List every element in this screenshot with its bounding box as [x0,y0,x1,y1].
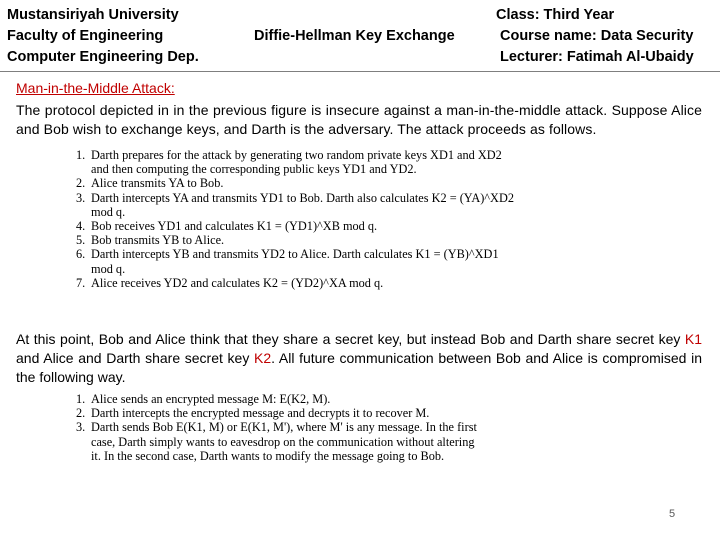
list-item [76,176,516,190]
section-title: Man-in-the-Middle Attack: [16,80,175,96]
list-item [76,233,516,247]
compromise-steps-list [76,392,486,463]
step-number: 3. [76,420,86,435]
slide-header [0,0,720,72]
step-text: Alice transmits YA to Bob. [91,176,224,191]
institution-block [7,5,199,68]
list-item [76,392,486,406]
paragraph-text: . All future communication between Bob and Alice is compromised in the following way. [16,350,702,385]
lecture-topic: Diffie-Hellman Key Exchange [254,28,455,44]
course-block [496,5,694,68]
step-number: 5. [76,233,86,248]
key-k1: K1 [684,331,702,347]
department-name: Computer Engineering Dep. [7,49,199,65]
list-item [76,420,486,463]
step-text: Bob receives YD1 and calculates K1 = (YD1)^XB mod q. [91,219,378,234]
step-number: 6. [76,247,86,262]
step-number: 1. [76,148,86,162]
step-number: 7. [76,275,86,290]
step-text: Alice receives YD2 and calculates K2 = (YD2)^XA mod q. [91,275,384,290]
step-text: Bob transmits YB to Alice. [91,233,225,248]
compromise-paragraph [16,330,702,387]
step-text: Darth sends Bob E(K1, M) or E(K1, M'), where M' is any message. In the first case, Darth simply wants to eavesdrop on the communication without altering it. In the second case, Darth wants to modify the message going to Bob. [91,420,477,463]
paragraph-text: At this point, Bob and Alice think that they share a secret key, but instead Bob and Darth share secret key [16,331,685,347]
step-number: 2. [76,176,86,191]
step-number: 4. [76,219,86,234]
attack-steps-list [76,148,516,290]
faculty-name: Faculty of Engineering [7,28,164,44]
step-text: Alice sends an encrypted message M: E(K2, M). [91,392,331,406]
list-item [76,406,486,420]
step-number: 3. [76,190,86,205]
intro-paragraph: The protocol depicted in in the previous figure is insecure against a man-in-the-middle attack. Suppose Alice and Bob wish to exchange keys, and Darth is the adversary. The attack proceeds as follows. [16,102,702,137]
step-text: Darth intercepts the encrypted message and decrypts it to recover M. [91,406,430,421]
list-item [76,219,516,233]
step-text: Darth intercepts YB and transmits YD2 to Alice. Darth calculates K1 = (YB)^XD1 mod q. [91,247,499,276]
key-k2: K2 [253,350,272,366]
step-number: 2. [76,406,86,421]
list-item [76,191,516,219]
list-item [76,247,516,275]
list-item [76,148,516,176]
lecturer-name: Lecturer: Fatimah Al-Ubaidy [500,49,694,65]
step-text: Darth prepares for the attack by generating two random private keys XD1 and XD2 and then computing the corresponding public keys YD1 and YD2. [91,148,502,177]
course-name: Course name: Data Security [500,28,694,44]
paragraph-text: and Alice and Darth share secret key [16,350,254,366]
page-number: 5 [669,508,676,520]
class-label: Class: Third Year [496,7,615,23]
list-item [76,276,516,290]
university-name: Mustansiriyah University [7,7,179,23]
step-text: Darth intercepts YA and transmits YD1 to Bob. Darth also calculates K2 = (YA)^XD2 mod q. [91,190,514,219]
step-number: 1. [76,392,86,406]
